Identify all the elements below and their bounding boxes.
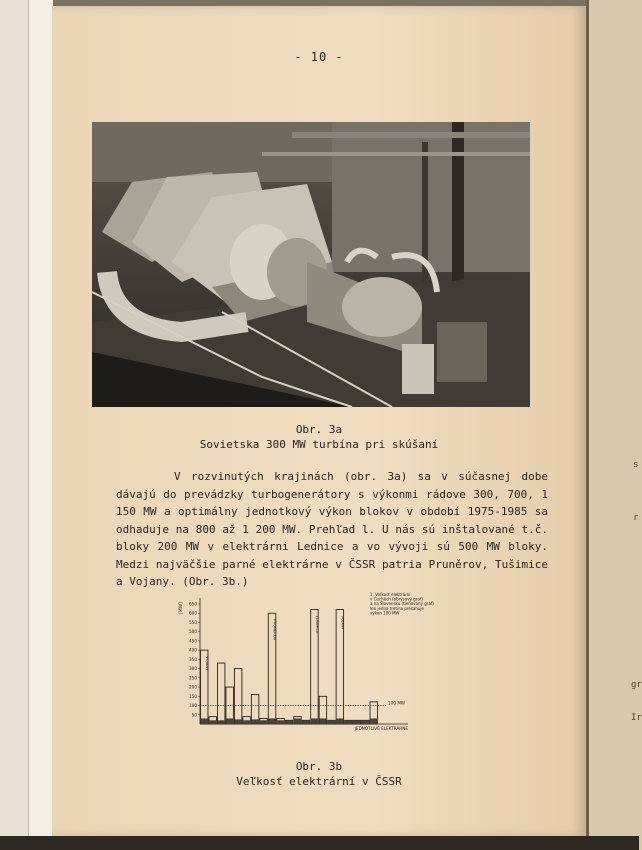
- bar-shaded: [268, 718, 275, 724]
- paragraph-text: V rozvinutých krajinách (obr. 3a) sa v súčasnej dobe dávajú do prevádzky turbogenerátory s výkonmi rádove 300, 700, 1 150 MW a optimálny jednotkový výkon blokov v období 1975-1985 sa odhaduje na 800 až 1 200 MW. Prehľad l. U nás sú inštalované t.č. bloky 200 MW v elektrárni Lednice a vo vývoji sú 500 MW bloky. Medzi najväčšie parné elektrárne v ČSSR patria Pruněrov, Tušimice a Vojany. (Obr. 3b.): [116, 470, 548, 588]
- legend-text: 1. Veľkosť elektrární: [370, 592, 411, 597]
- bar-annotation: TUŠIMICE: [314, 615, 320, 634]
- y-tick-label: 400: [189, 647, 197, 653]
- bar-annotation: PRUNĚROV: [272, 619, 278, 641]
- adjacent-page-mark: r: [633, 513, 639, 523]
- bar-shaded: [353, 720, 360, 724]
- bar-shaded: [209, 720, 216, 724]
- turbine-photo: [92, 122, 530, 407]
- legend-text: výkon 100 MW: [370, 610, 400, 616]
- adjacent-page: [586, 0, 642, 850]
- bar-shaded: [277, 720, 284, 724]
- y-tick-label: 500: [189, 629, 197, 635]
- y-tick-label: 250: [189, 675, 197, 681]
- legend-text: v Čechách (obrysový graf): [370, 596, 423, 602]
- body-paragraph: [116, 468, 548, 591]
- bar-outline: [217, 663, 224, 724]
- adjacent-page-mark: Ir: [631, 713, 642, 723]
- bar-outline: [234, 669, 241, 724]
- bottom-shadow: [0, 836, 639, 850]
- y-tick-label: 350: [189, 656, 197, 662]
- y-tick-label: 550: [189, 619, 197, 625]
- y-axis-label: [MW]: [179, 602, 184, 614]
- y-tick-label: 650: [189, 601, 197, 607]
- bar-shaded: [243, 720, 250, 724]
- book-spine-left: [0, 0, 28, 850]
- bar-shaded: [285, 720, 292, 724]
- y-tick-label: 600: [189, 610, 197, 616]
- figure-3b-label: Obr. 3b: [295, 760, 343, 773]
- adjacent-page-mark: s: [633, 460, 639, 470]
- legend-text: a na Slovensku (tieňovaný graf): [370, 601, 434, 607]
- bar-shaded: [370, 718, 377, 724]
- y-tick-label: 50: [191, 712, 197, 718]
- document-page: [52, 6, 586, 836]
- bar-shaded: [234, 719, 241, 724]
- y-tick-label: 100: [189, 703, 197, 709]
- bar-shaded: [362, 720, 369, 724]
- y-tick-label: 200: [189, 684, 197, 690]
- book-page-edge: [28, 0, 53, 850]
- page-number: - 10 -: [294, 50, 344, 64]
- power-plant-chart: [178, 586, 434, 736]
- bar-shaded: [311, 718, 318, 724]
- y-tick-label: 300: [189, 666, 197, 672]
- figure-3b-caption: Veľkosť elektrární v ČSSR: [236, 775, 402, 788]
- y-tick-label: 150: [189, 693, 197, 699]
- bar-shaded: [345, 720, 352, 724]
- reference-line-label: 100 MW: [388, 700, 406, 706]
- bar-annotation: VOJANY: [204, 656, 210, 671]
- legend-text: len jedna tretina presahuje: [370, 605, 425, 611]
- bar-shaded: [260, 720, 267, 724]
- bar-shaded: [217, 720, 224, 724]
- bar-shaded: [251, 719, 258, 724]
- figure-3a-caption: Sovietska 300 MW turbína pri skúšaní: [199, 438, 439, 451]
- bar-shaded: [328, 720, 335, 724]
- figure-3a-label: Obr. 3a: [295, 423, 343, 436]
- bar-annotation: VOJANY: [340, 615, 346, 630]
- bar-shaded: [319, 718, 326, 724]
- bar-shaded: [302, 720, 309, 724]
- adjacent-page-mark: gr: [631, 680, 642, 690]
- bar-shaded: [294, 718, 301, 724]
- bar-shaded: [336, 718, 343, 724]
- x-axis-label: JEDNOTLIVÉ ELEKTRÁRNE: [354, 726, 408, 731]
- y-tick-label: 450: [189, 638, 197, 644]
- bar-shaded: [201, 718, 208, 724]
- bar-shaded: [226, 718, 233, 724]
